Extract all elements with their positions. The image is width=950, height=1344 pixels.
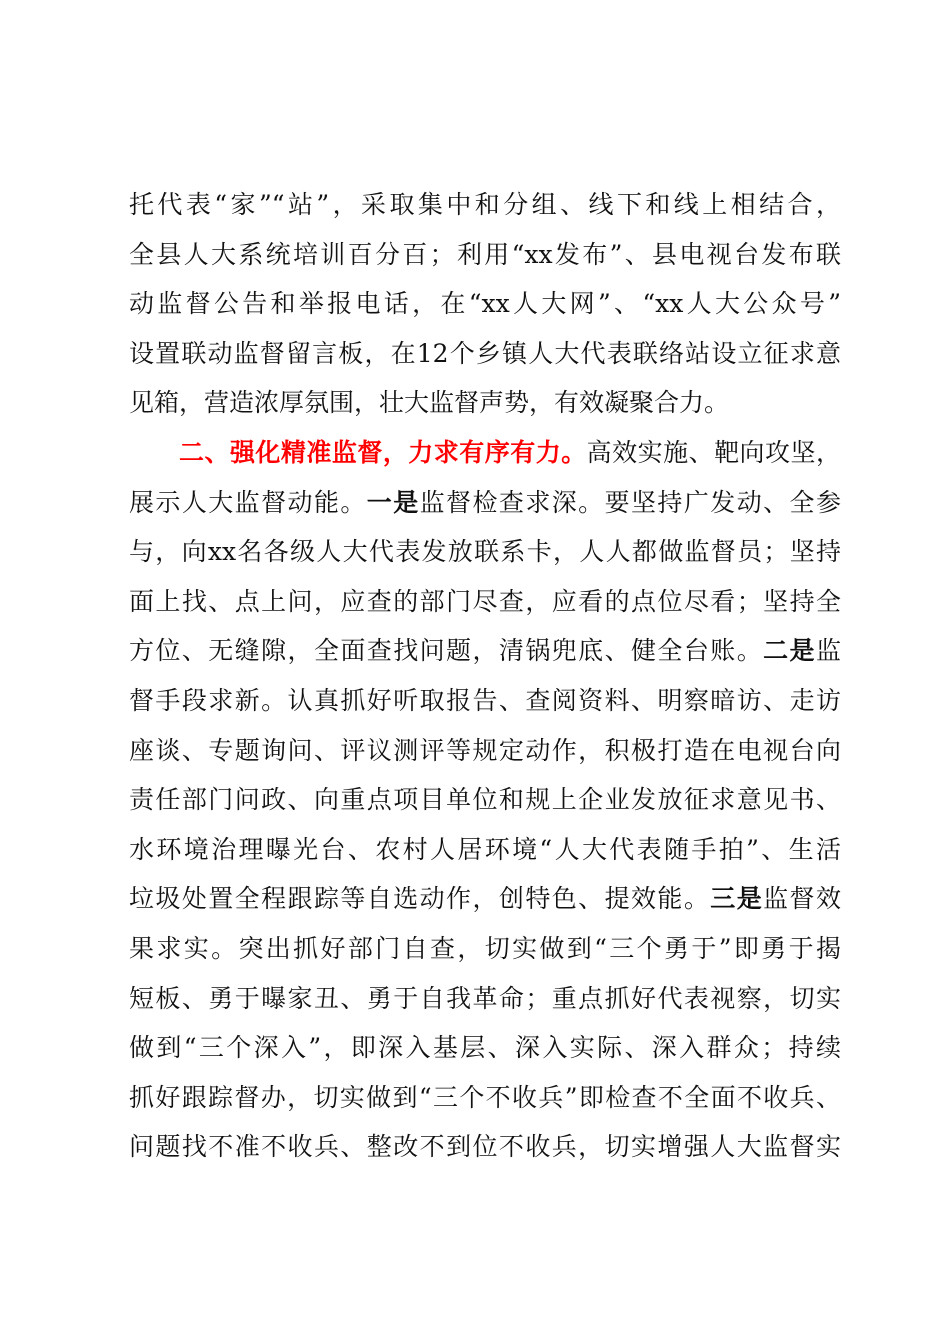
section-heading: 二、强化精准监督，力求有序有力。 <box>179 437 587 467</box>
marker-second: 二是 <box>763 636 816 666</box>
paragraph-2-line-10-end: 监督效 <box>763 884 841 914</box>
paragraph-2-line-2 <box>129 478 841 528</box>
paragraph-2-line-10 <box>129 874 841 924</box>
paragraph-1-line-3: 动监督公告和举报电话，在“xx人大网”、“xx人大公众号” <box>129 289 841 319</box>
paragraph-1-line-5: 见箱，营造浓厚氛围，壮大监督声势，有效凝聚合力。 <box>129 388 730 418</box>
marker-first: 一是 <box>366 487 420 517</box>
marker-third: 三是 <box>710 884 764 914</box>
paragraph-2-line-5-text: 方位、无缝隙，全面查找问题，清锅兜底、健全台账。 <box>129 636 764 666</box>
paragraph-2-line-4: 面上找、点上问，应查的部门尽查，应看的点位尽看；坚持全 <box>129 586 841 616</box>
paragraph-2-line-14: 抓好跟踪督办，切实做到“三个不收兵”即检查不全面不收兵、 <box>129 1082 841 1112</box>
paragraph-1-line-1: 托代表“家”“站”，采取集中和分组、线下和线上相结合， <box>129 190 841 219</box>
body-text <box>129 180 841 1172</box>
paragraph-2-line-5 <box>129 626 841 676</box>
paragraph-2-line-3: 与，向xx名各级人大代表发放联系卡，人人都做监督员；坚持 <box>129 537 841 567</box>
paragraph-1-line-2: 全县人大系统培训百分百；利用“xx发布”、县电视台发布联 <box>129 239 841 269</box>
paragraph-2-line-1 <box>129 428 841 478</box>
paragraph-2-line-12: 短板、勇于曝家丑、勇于自我革命；重点抓好代表视察，切实 <box>129 983 841 1013</box>
paragraph-2-line-2-rest: 监督检查求深。要坚持广发动、全参 <box>419 487 841 517</box>
paragraph-2-line-10-text: 垃圾处置全程跟踪等自选动作，创特色、提效能。 <box>129 884 711 914</box>
paragraph-2-line-13: 做到“三个深入”，即深入基层、深入实际、深入群众；持续 <box>129 1033 841 1063</box>
paragraph-2-line-11: 果求实。突出抓好部门自查，切实做到“三个勇于”即勇于揭 <box>129 933 841 963</box>
paragraph-2-line-2-text: 展示人大监督动能。 <box>129 487 367 517</box>
paragraph-2-line-15: 问题找不准不收兵、整改不到位不收兵，切实增强人大监督实 <box>129 1132 841 1162</box>
paragraph-1-line-4: 设置联动监督留言板，在12个乡镇人大代表联络站设立征求意 <box>129 338 841 368</box>
paragraph-2-line-5-end: 监 <box>815 636 841 666</box>
paragraph-2-line-7: 座谈、专题询问、评议测评等规定动作，积极打造在电视台向 <box>129 735 841 765</box>
paragraph-2-line-9: 水环境治理曝光台、农村人居环境“人大代表随手拍”、生活 <box>129 834 841 864</box>
paragraph-2-line-8: 责任部门问政、向重点项目单位和规上企业发放征求意见书、 <box>129 785 841 815</box>
paragraph-2-line-1-text: 高效实施、靶向攻坚， <box>586 437 841 467</box>
paragraph-2-line-6: 督手段求新。认真抓好听取报告、查阅资料、明察暗访、走访 <box>129 685 841 715</box>
